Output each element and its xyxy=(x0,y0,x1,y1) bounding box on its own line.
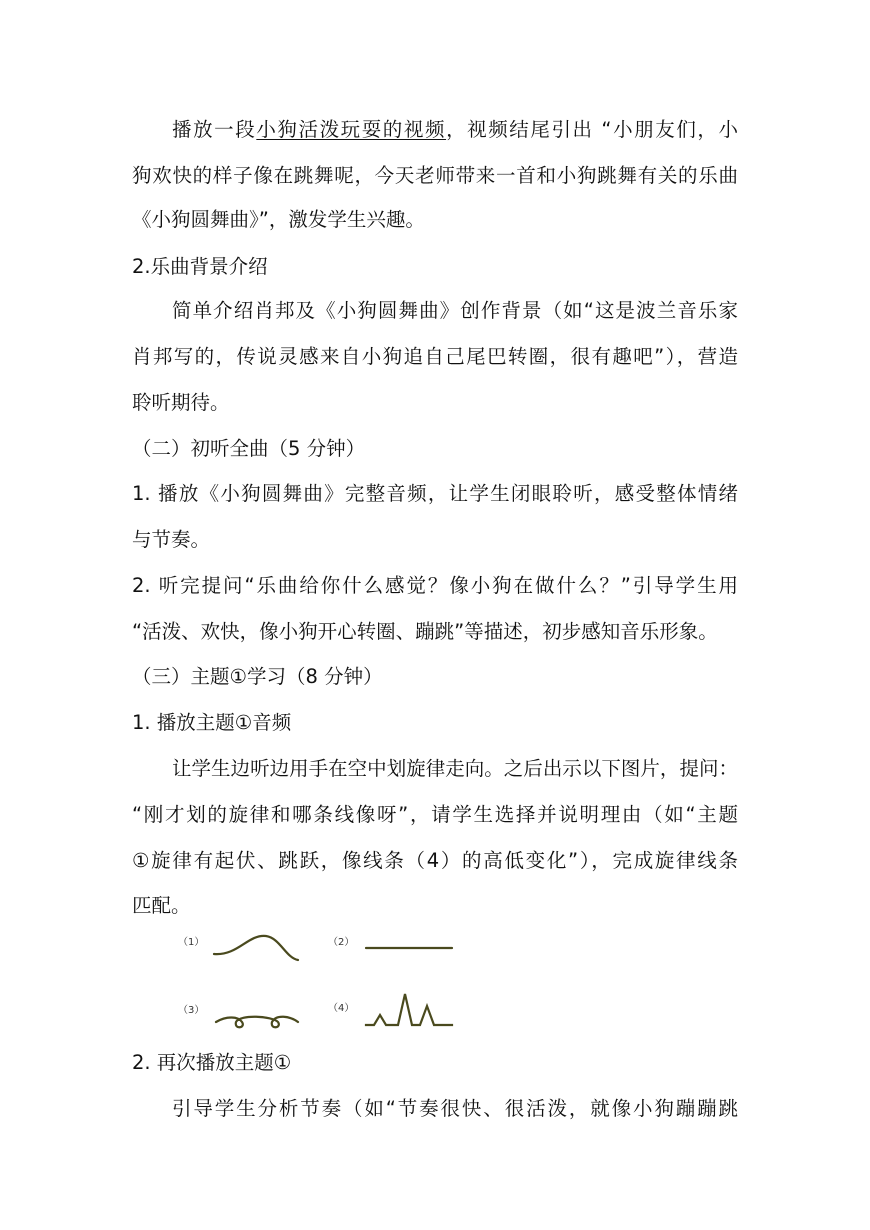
paragraph-background-line-2: 肖邦写的，传说灵感来自小狗追自己尾巴转圈，很有趣吧”），营造 xyxy=(132,345,738,368)
paragraph-question-line-1: 2. 听完提问“乐曲给你什么感觉？像小狗在做什么？”引导学生用 xyxy=(132,574,738,597)
heading-first-listen: （二）初听全曲（5 分钟） xyxy=(132,437,366,460)
paragraph-play-line-2: 与节奏。 xyxy=(132,528,211,551)
paragraph-melody-line-4: 匹配。 xyxy=(132,894,191,917)
paragraph-background-line-3: 聆听期待。 xyxy=(132,391,230,414)
smooth-wave-line xyxy=(214,936,298,960)
heading-replay-theme: 2. 再次播放主题① xyxy=(132,1051,292,1074)
melody-lines-figure xyxy=(176,928,476,1034)
paragraph-melody-line-2: “刚才划的旋律和哪条线像呀”，请学生选择并说明理由（如“主题 xyxy=(132,803,738,826)
paragraph-rhythm-line-1: 引导学生分析节奏（如“节奏很快、很活泼，就像小狗蹦蹦跳 xyxy=(172,1097,738,1120)
figure-label-3: （3） xyxy=(178,1005,205,1016)
heading-background: 2.乐曲背景介绍 xyxy=(132,255,268,278)
jagged-peaks-line xyxy=(366,994,452,1025)
text-run: ，视频结尾引出 “小朋友们，小 xyxy=(446,118,738,141)
looped-line xyxy=(216,1017,298,1028)
paragraph-intro-line-1 xyxy=(172,117,738,143)
video-link-text: 小狗活泼玩耍的视频 xyxy=(256,118,447,141)
paragraph-melody-line-3: ①旋律有起伏、跳跃，像线条（4）的高低变化”），完成旋律线条 xyxy=(132,849,738,872)
paragraph-question-line-2: “活泼、欢快，像小狗开心转圈、蹦跳”等描述，初步感知音乐形象。 xyxy=(132,620,718,643)
text-run: 播放一段 xyxy=(172,118,257,141)
figure-label-2: （2） xyxy=(328,937,355,948)
figure-label-4: （4） xyxy=(328,1003,355,1014)
heading-theme-one: （三）主题①学习（8 分钟） xyxy=(132,665,383,688)
figure-label-1: （1） xyxy=(178,937,205,948)
heading-play-theme-audio: 1. 播放主题①音频 xyxy=(132,711,292,734)
paragraph-melody-line-1: 让学生边听边用手在空中划旋律走向。之后出示以下图片，提问： xyxy=(172,757,738,780)
paragraph-play-line-1: 1. 播放《小狗圆舞曲》完整音频，让学生闭眼聆听，感受整体情绪 xyxy=(132,482,738,505)
paragraph-background-line-1: 简单介绍肖邦及《小狗圆舞曲》创作背景（如“这是波兰音乐家 xyxy=(172,299,738,322)
paragraph-intro-line-2: 狗欢快的样子像在跳舞呢，今天老师带来一首和小狗跳舞有关的乐曲 xyxy=(132,164,738,187)
paragraph-intro-line-3: 《小狗圆舞曲》”，激发学生兴趣。 xyxy=(132,208,425,231)
